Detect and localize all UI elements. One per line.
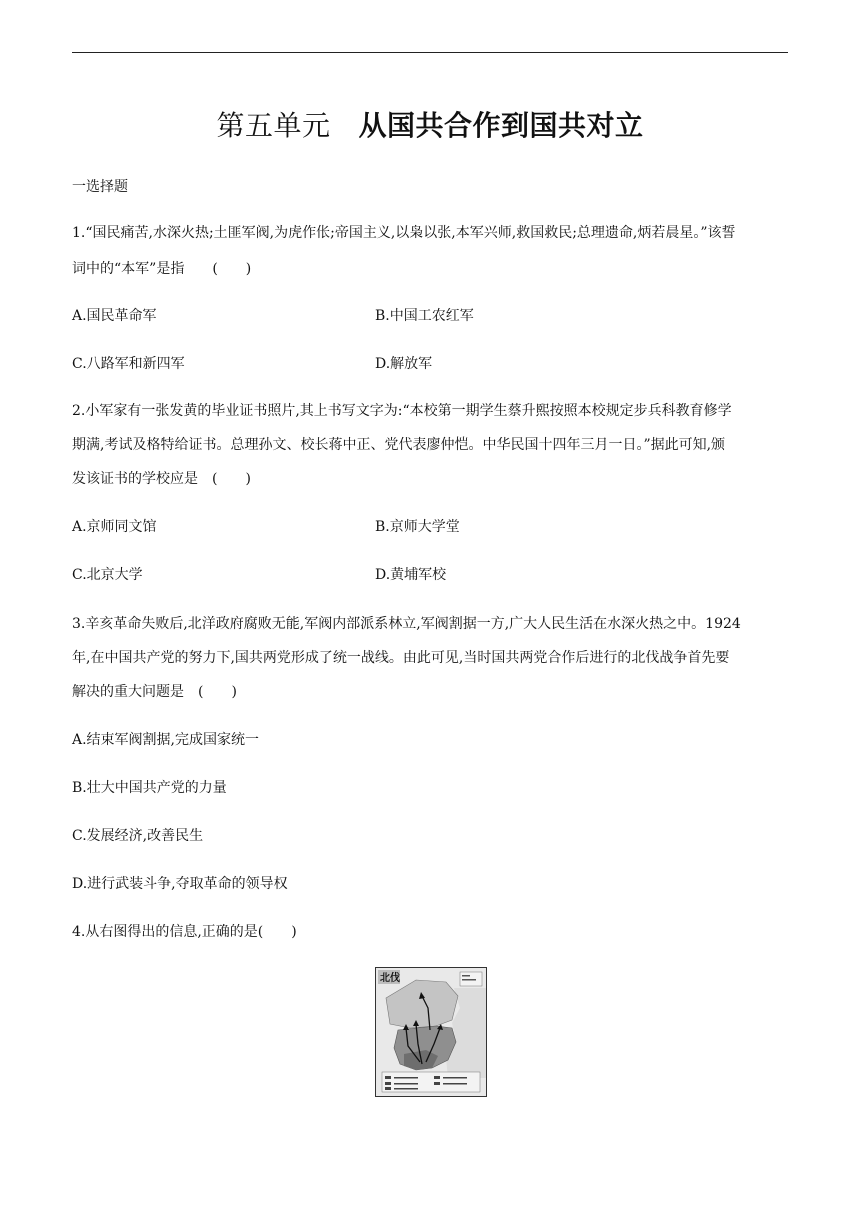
- question-3-stem-line-2: 年,在中国共产党的努力下,国共两党形成了统一战线。由此可见,当时国共两党合作后进行的北伐战争首先要: [72, 650, 730, 666]
- question-2-option-b: B.京师大学堂: [375, 519, 460, 535]
- section-heading: 一选择题: [72, 179, 128, 195]
- question-2-stem-line-3: 发该证书的学校应是 ( ): [72, 471, 251, 487]
- question-1-option-d: D.解放军: [375, 356, 433, 372]
- question-2-stem-line-2: 期满,考试及格特给证书。总理孙文、校长蒋中正、党代表廖仲恺。中华民国十四年三月一日。”据此可知,颁: [72, 437, 726, 453]
- question-3-option-b: B.壮大中国共产党的力量: [72, 780, 227, 796]
- page-title: [0, 104, 860, 144]
- header-rule: [72, 52, 788, 53]
- question-3-stem-line-1: 3.辛亥革命失败后,北洋政府腐败无能,军阀内部派系林立,军阀割据一方,广大人民生活在水深火热之中。1924: [72, 616, 741, 632]
- question-3-stem-line-3: 解决的重大问题是 ( ): [72, 684, 237, 700]
- map-title-text: 北伐: [380, 973, 400, 984]
- unit-label: 第五单元: [216, 109, 331, 142]
- question-1-option-c: C.八路军和新四军: [72, 356, 185, 372]
- question-2-option-a: A.京师同文馆: [72, 519, 157, 535]
- question-1-stem-line-1: 1.“国民痛苦,水深火热;土匪军阀,为虎作伥;帝国主义,以枭以张,本军兴师,救国救民;总理遗命,炳若晨星。”该誓: [72, 225, 736, 241]
- question-3-option-c: C.发展经济,改善民生: [72, 828, 204, 844]
- question-1-option-a: A.国民革命军: [72, 308, 157, 324]
- question-1-option-b: B.中国工农红军: [375, 308, 474, 324]
- question-2-stem-line-1: 2.小军家有一张发黄的毕业证书照片,其上书写文字为:“本校第一期学生蔡升熙按照本校规定步兵科教育修学: [72, 403, 732, 419]
- question-4-stem: 4.从右图得出的信息,正确的是( ): [72, 924, 297, 940]
- question-3-option-d: D.进行武装斗争,夺取革命的领导权: [72, 876, 288, 892]
- map-illustration: [376, 968, 486, 1096]
- question-2-option-c: C.北京大学: [72, 567, 143, 583]
- question-2-option-d: D.黄埔军校: [375, 567, 447, 583]
- question-3-option-a: A.结束军阀割据,完成国家统一: [72, 732, 260, 748]
- northern-expedition-map: [375, 967, 487, 1097]
- unit-name: 从国共合作到国共对立: [358, 109, 644, 142]
- question-1-stem-line-2: 词中的“本军”是指 ( ): [72, 261, 252, 277]
